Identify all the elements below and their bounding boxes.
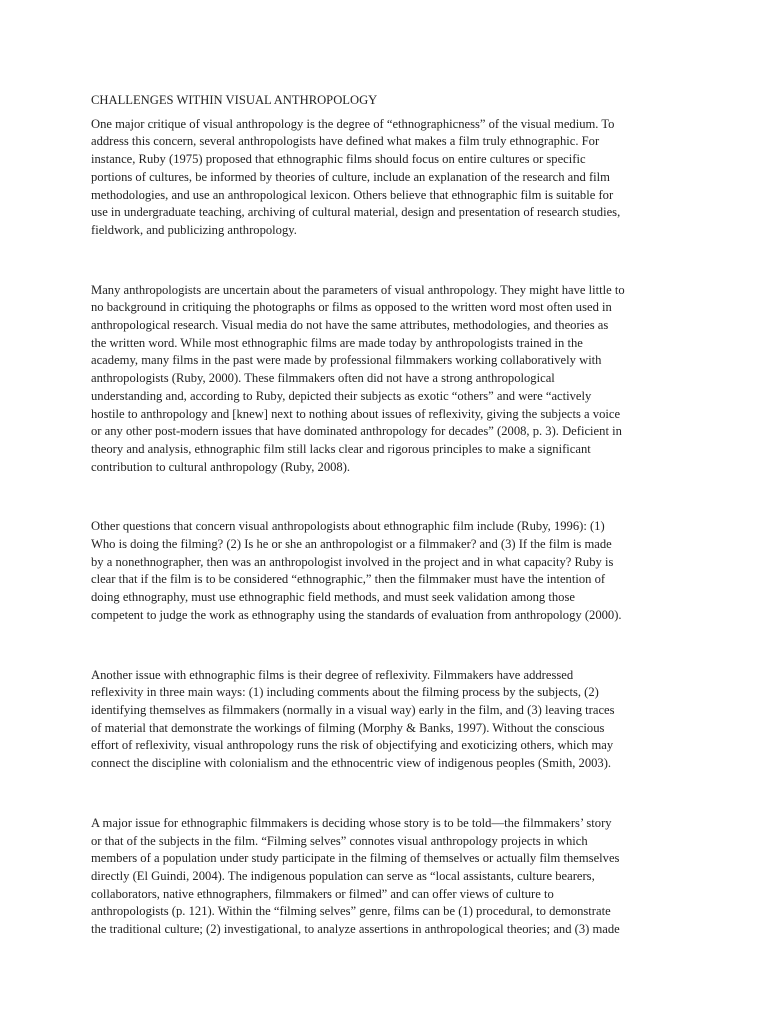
paragraph-line: no background in critiquing the photographs or films as opposed to the written word most often used in xyxy=(91,300,612,315)
paragraph-line: reflexivity in three main ways: (1) including comments about the filming process by the subjects, (2) xyxy=(91,685,599,700)
paragraph-line: by a nonethnographer, then was an anthropologist involved in the project and in what capacity? Ruby is xyxy=(91,554,614,569)
paragraph-line: Who is doing the filming? (2) Is he or she an anthropologist or a filmmaker? and (3) If the film is made xyxy=(91,537,612,552)
paragraph-line: theory and analysis, ethnographic film still lacks clear and rigorous principles to make a significant xyxy=(91,441,591,456)
paragraph-line: A major issue for ethnographic filmmakers is deciding whose story is to be told—the filmmakers’ story xyxy=(91,815,612,830)
paragraph-line: portions of cultures, be informed by theories of culture, include an explanation of the research and film xyxy=(91,169,610,184)
paragraph-line: One major critique of visual anthropology is the degree of “ethnographicness” of the visual medium. To xyxy=(91,116,615,131)
paragraph-5 xyxy=(91,815,691,939)
document-page xyxy=(91,92,691,981)
paragraph-line: the written word. While most ethnographic films are made today by anthropologists trained in the xyxy=(91,335,583,350)
paragraph-line: contribution to cultural anthropology (Ruby, 2008). xyxy=(91,459,351,474)
paragraph-line: identifying themselves as filmmakers (normally in a visual way) early in the film, and (3) leaving traces xyxy=(91,702,615,717)
paragraph-line: of material that demonstrate the workings of filming (Morphy & Banks, 1997). Without the conscious xyxy=(91,720,605,735)
paragraph-2 xyxy=(91,282,691,477)
paragraph-line: anthropologists (Ruby, 2000). These filmmakers often did not have a strong anthropological xyxy=(91,371,555,386)
paragraph-3 xyxy=(91,518,691,624)
paragraph-line: Another issue with ethnographic films is their degree of reflexivity. Filmmakers have addressed xyxy=(91,667,574,682)
paragraph-line: Many anthropologists are uncertain about the parameters of visual anthropology. They might have little to xyxy=(91,282,625,297)
document-title: CHALLENGES WITHIN VISUAL ANTHROPOLOGY xyxy=(91,93,378,107)
paragraph-line: the traditional culture; (2) investigational, to analyze assertions in anthropological theories; and (3) made xyxy=(91,922,620,937)
paragraph-line: directly (El Guindi, 2004). The indigenous population can serve as “local assistants, culture bearers, xyxy=(91,868,595,883)
paragraph-line: hostile to anthropology and [knew] next to nothing about issues of reflexivity, giving the subjects a voice xyxy=(91,406,621,421)
paragraph-line: doing ethnography, must use ethnographic field methods, and must seek validation among those xyxy=(91,590,575,605)
paragraph-line: members of a population under study participate in the filming of themselves or actually film themselves xyxy=(91,851,620,866)
paragraph-line: or any other post-modern issues that have dominated anthropology for decades” (2008, p. 3). Deficient in xyxy=(91,424,622,439)
paragraph-1 xyxy=(91,116,691,240)
paragraph-line: fieldwork, and publicizing anthropology. xyxy=(91,222,297,237)
paragraph-line: anthropologists (p. 121). Within the “filming selves” genre, films can be (1) procedural, to demonstrate xyxy=(91,904,611,919)
paragraph-line: connect the discipline with colonialism and the ethnocentric view of indigenous peoples (Smith, 2003). xyxy=(91,756,612,771)
paragraph-line: effort of reflexivity, visual anthropology runs the risk of objectifying and exoticizing others, which may xyxy=(91,738,614,753)
paragraph-line: use in undergraduate teaching, archiving of cultural material, design and presentation of research studies, xyxy=(91,205,621,220)
document-body xyxy=(91,116,691,939)
paragraph-line: or that of the subjects in the film. “Filming selves” connotes visual anthropology projects in which xyxy=(91,833,588,848)
paragraph-line: anthropological research. Visual media do not have the same attributes, methodologies, and theories as xyxy=(91,318,609,333)
paragraph-line: address this concern, several anthropologists have defined what makes a film truly ethnographic. For xyxy=(91,134,600,149)
paragraph-line: collaborators, native ethnographers, filmmakers or filmed” and can offer views of culture to xyxy=(91,886,554,901)
paragraph-4 xyxy=(91,667,691,773)
paragraph-line: academy, many films in the past were made by professional filmmakers working collaboratively with xyxy=(91,353,602,368)
paragraph-line: methodologies, and use an anthropological lexicon. Others believe that ethnographic film is suitable for xyxy=(91,187,614,202)
paragraph-line: Other questions that concern visual anthropologists about ethnographic film include (Ruby, 1996): (1) xyxy=(91,519,605,534)
paragraph-line: clear that if the film is to be considered “ethnographic,” then the filmmaker must have the intention of xyxy=(91,572,606,587)
paragraph-line: competent to judge the work as ethnography using the standards of evaluation from anthropology (2000). xyxy=(91,607,622,622)
paragraph-line: instance, Ruby (1975) proposed that ethnographic films should focus on entire cultures or specific xyxy=(91,152,586,167)
paragraph-line: understanding and, according to Ruby, depicted their subjects as exotic “others” and were “actively xyxy=(91,388,592,403)
